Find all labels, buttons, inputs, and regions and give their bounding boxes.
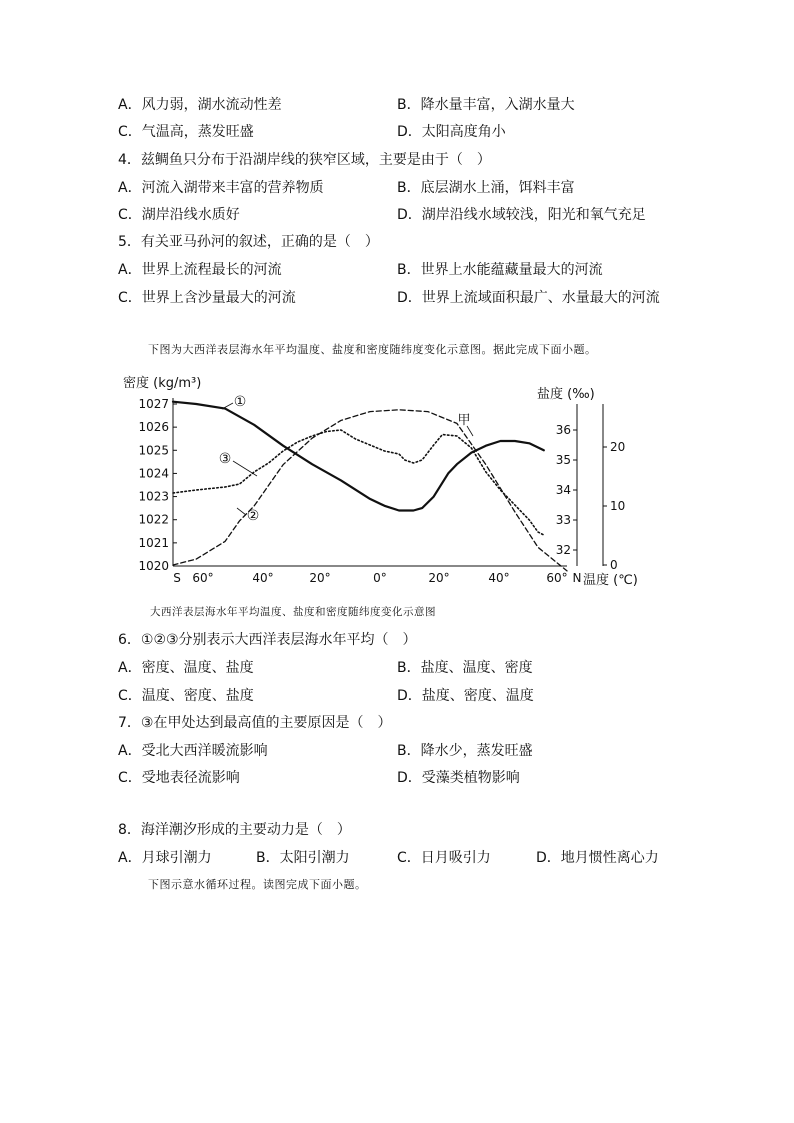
q6-option-c: C．温度、密度、盐度 [118,688,254,704]
density-tick-label: 1021 [138,535,169,550]
q8-option-c: C．日月吸引力 [397,850,491,866]
x-tick-label: 40° [488,571,510,585]
temperature-tick-label: 20 [610,440,626,454]
x-tick-label: 20° [428,571,450,585]
chart-caption: 大西洋表层海水年平均温度、盐度和密度随纬度变化示意图 [150,606,436,618]
x-tick-label: 0° [373,571,387,585]
x-tick-label: N [572,571,582,585]
density-axis-title: 密度 (kg/m³) [123,376,202,391]
salinity-tick-label: 34 [555,483,571,497]
q6-option-d: D．盐度、密度、温度 [397,688,534,704]
density-tick-label: 1027 [138,397,169,411]
q5-option-c: C．世界上含沙量最大的河流 [118,290,296,306]
q5-stem: 5．有关亚马孙河的叙述，正确的是（ ） [118,234,379,250]
label-1-leader [222,403,233,409]
jia-label: 甲 [457,413,471,428]
q8-option-b: B．太阳引潮力 [256,850,350,866]
q4-option-a: A．河流入湖带来丰富的营养物质 [118,180,324,196]
curve2-line [173,410,567,571]
q4-option-c: C．湖岸沿线水质好 [118,207,240,223]
label-3-leader [233,461,257,476]
curve-2-label: ② [246,508,260,524]
q3-option-d: D．太阳高度角小 [397,124,506,140]
q3-option-c: C．气温高，蒸发旺盛 [118,124,254,140]
density-tick-label: 1022 [138,512,169,527]
q6-option-a: A．密度、温度、盐度 [118,660,254,676]
salinity-tick-label: 32 [555,543,571,557]
salinity-axis-title: 盐度 (‰) [537,387,595,402]
q4-option-b: B．底层湖水上涌，饵料丰富 [397,180,575,196]
q3-option-b: B．降水量丰富，入湖水量大 [397,97,575,113]
q6-option-b: B．盐度、温度、密度 [397,660,533,676]
x-tick-label: 20° [309,571,331,585]
q5-option-d: D．世界上流域面积最广、水量最大的河流 [397,290,660,306]
temperature-tick-label: 0 [610,558,618,572]
salinity-tick-label: 36 [555,423,571,437]
q8-stem: 8．海洋潮汐形成的主要动力是（ ） [118,822,351,838]
q7-option-d: D．受藻类植物影响 [397,770,520,786]
density-tick-label: 1025 [138,443,169,458]
density-tick-label: 1024 [138,466,169,481]
label-2-leader [237,508,246,515]
atlantic-chart [115,368,655,590]
x-tick-label: S [173,571,181,585]
density-tick-label: 1020 [138,559,169,573]
q8-option-d: D．地月惯性离心力 [536,850,659,866]
x-tick-label: 60° [546,571,568,585]
x-tick-label: 60° [192,571,214,585]
q7-option-b: B．降水少，蒸发旺盛 [397,743,533,759]
q7-option-a: A．受北大西洋暖流影响 [118,743,268,759]
q4-stem: 4．兹鲷鱼只分布于沿湖岸线的狭窄区域，主要是由于（ ） [118,152,491,168]
chart-intro: 下图为大西洋表层海水年平均温度、盐度和密度随纬度变化示意图。据此完成下面小题。 [148,343,597,356]
q8-option-a: A．月球引潮力 [118,850,212,866]
salinity-tick-label: 33 [555,513,571,527]
q7-option-c: C．受地表径流影响 [118,770,240,786]
next-figure-intro: 下图示意水循环过程。读图完成下面小题。 [148,878,367,891]
temperature-tick-label: 10 [610,499,626,513]
q5-option-a: A．世界上流程最长的河流 [118,262,282,278]
temperature-axis-title: 温度 (℃) [583,573,638,588]
q6-stem: 6．①②③分别表示大西洋表层海水年平均（ ） [118,632,417,648]
salinity-tick-label: 35 [555,453,571,467]
q7-stem: 7．③在甲处达到最高值的主要原因是（ ） [118,715,392,731]
curve-1-label: ① [233,394,247,410]
q4-option-d: D．湖岸沿线水域较浅，阳光和氧气充足 [397,207,646,223]
x-tick-label: 40° [252,571,274,585]
q3-option-a: A．风力弱，湖水流动性差 [118,97,282,113]
curve-3-label: ③ [218,451,232,467]
density-tick-label: 1023 [138,489,169,504]
density-tick-label: 1026 [138,420,169,435]
q5-option-b: B．世界上水能蕴藏量最大的河流 [397,262,603,278]
